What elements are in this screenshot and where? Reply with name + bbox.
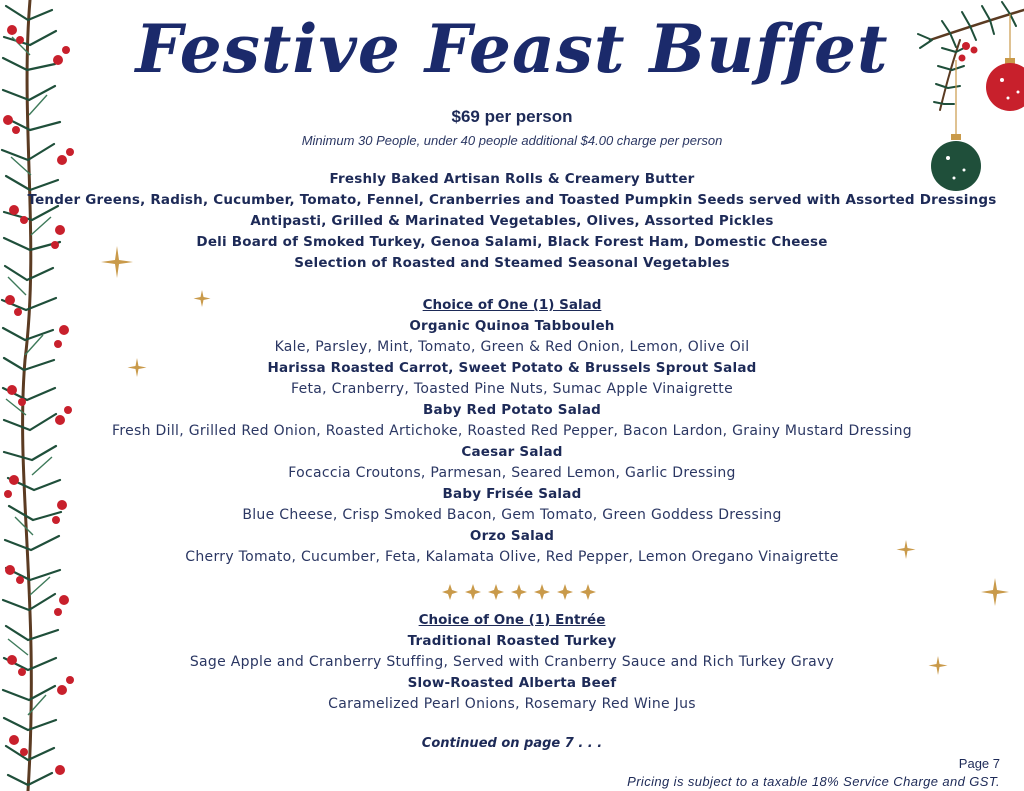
salad-description: Fresh Dill, Grilled Red Onion, Roasted Artichoke, Roasted Red Pepper, Bacon Lardon, Grainy Mustard Dressing [112,423,912,439]
entree-name: Traditional Roasted Turkey [407,633,617,649]
salad-description: Feta, Cranberry, Toasted Pine Nuts, Sumac Apple Vinaigrette [290,381,733,397]
included-item: Freshly Baked Artisan Rolls & Creamery Butter [329,171,695,187]
entree-description: Sage Apple and Cranberry Stuffing, Served with Cranberry Sauce and Rich Turkey Gravy [189,654,835,670]
included-items-list [0,169,1024,274]
salad-name: Orzo Salad [469,528,555,544]
salad-name: Baby Frisée Salad [442,486,582,502]
gold-star-divider [440,582,600,602]
included-item: Tender Greens, Radish, Cucumber, Tomato, Fennel, Cranberries and Toasted Pumpkin Seeds served with Assorted Dressings [27,192,997,208]
minimum-guests-note: Minimum 30 People, under 40 people additional $4.00 charge per person [301,133,723,148]
salad-name: Baby Red Potato Salad [422,402,602,418]
salad-name: Harissa Roasted Carrot, Sweet Potato & Brussels Sprout Salad [267,360,757,376]
price-per-person: $69 per person [451,107,573,126]
salad-description: Cherry Tomato, Cucumber, Feta, Kalamata Olive, Red Pepper, Lemon Oregano Vinaigrette [185,549,839,565]
entree-heading: Choice of One (1) Entrée [418,612,606,628]
salad-name: Caesar Salad [461,444,563,460]
entree-section [0,610,1024,715]
menu-title: Festive Feast Buffet [135,10,889,88]
salad-section [0,295,1024,568]
salad-description: Focaccia Croutons, Parmesan, Seared Lemon, Garlic Dressing [288,465,736,481]
included-item: Deli Board of Smoked Turkey, Genoa Salami, Black Forest Ham, Domestic Cheese [196,234,828,250]
continued-note: Continued on page 7 . . . [421,736,603,751]
included-item: Antipasti, Grilled & Marinated Vegetables, Olives, Assorted Pickles [250,213,774,229]
salad-heading: Choice of One (1) Salad [422,297,602,313]
pricing-note: Pricing is subject to a taxable 18% Service Charge and GST. [627,774,1000,789]
entree-description: Caramelized Pearl Onions, Rosemary Red Wine Jus [328,696,696,712]
included-item: Selection of Roasted and Steamed Seasonal Vegetables [294,255,730,271]
page-number: Page 7 [958,756,1000,771]
salad-description: Kale, Parsley, Mint, Tomato, Green & Red Onion, Lemon, Olive Oil [274,339,750,355]
salad-name: Organic Quinoa Tabbouleh [409,318,615,334]
entree-name: Slow-Roasted Alberta Beef [407,675,617,691]
salad-description: Blue Cheese, Crisp Smoked Bacon, Gem Tomato, Green Goddess Dressing [242,507,782,523]
